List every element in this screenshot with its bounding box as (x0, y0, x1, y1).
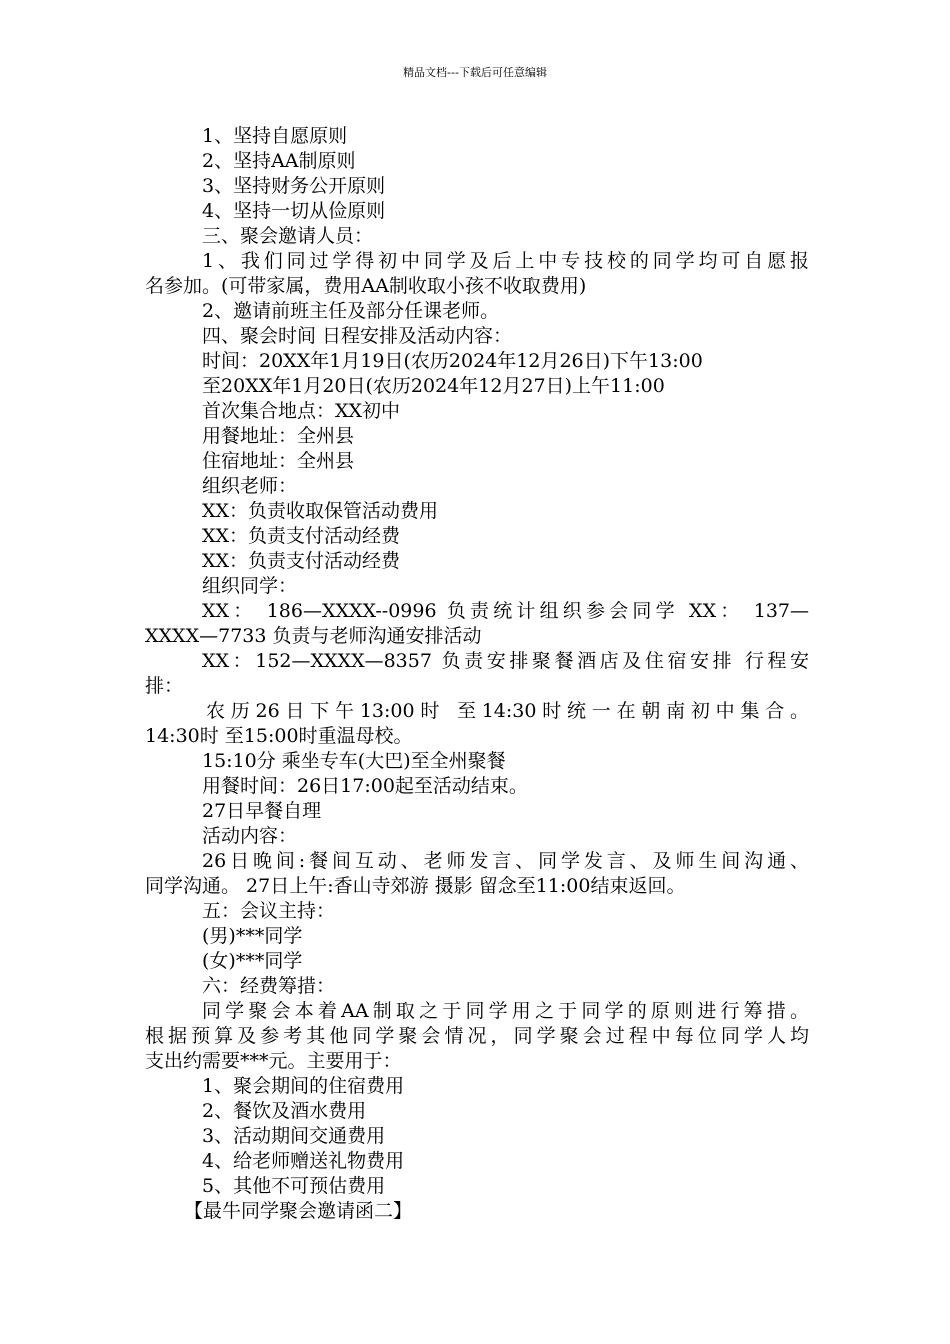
expense-item-2: 2、餐饮及酒水费用 (202, 1100, 367, 1122)
activity-content-1: 26日晚间:餐间互动、老师发言、同学发言、及师生间沟通、 (202, 850, 809, 872)
organizer-students-label: 组织同学： (202, 575, 298, 597)
organizer-student-line-4: 排： (145, 675, 184, 697)
principle-1: 1、坚持自愿原则 (202, 125, 348, 147)
section-heading-schedule: 四、聚会时间 日程安排及活动内容： (202, 325, 513, 347)
organizer-teacher-3: XX：负责支付活动经费 (202, 550, 401, 572)
expense-item-5: 5、其他不可预估费用 (202, 1175, 386, 1197)
invitee-item-2: 2、邀请前班主任及部分任课老师。 (202, 300, 500, 322)
principle-2: 2、坚持AA制原则 (202, 150, 356, 172)
section-heading-host: 五：会议主持： (202, 900, 336, 922)
section-heading-invitees: 三、聚会邀请人员： (202, 225, 374, 247)
page-header: 精品文档---下载后可任意编辑 (403, 66, 547, 79)
expense-item-3: 3、活动期间交通费用 (202, 1125, 386, 1147)
section-heading-funding: 六：经费筹措： (202, 975, 336, 997)
principle-3: 3、坚持财务公开原则 (202, 175, 386, 197)
lodging-address: 住宿地址：全州县 (202, 450, 355, 472)
organizer-teachers-label: 组织老师： (202, 475, 298, 497)
activity-content-label: 活动内容： (202, 825, 298, 847)
time-line-1: 时间：20XX年1月19日(农历2024年12月26日)下午13:00 (202, 350, 703, 372)
schedule-item-1: 农历26日下午13:00时 至14:30时统一在朝南初中集合。 (206, 700, 809, 722)
host-female: (女)***同学 (202, 950, 303, 972)
invitation-two-title: 【最牛同学聚会邀请函二】 (184, 1200, 413, 1222)
gathering-place: 首次集合地点：XX初中 (202, 400, 401, 422)
schedule-item-2: 15:10分 乘坐专车(大巴)至全州聚餐 (202, 750, 506, 772)
funding-paragraph-1: 同学聚会本着AA制取之于同学用之于同学的原则进行筹措。 (202, 1000, 809, 1022)
funding-paragraph-2: 根据预算及参考其他同学聚会情况，同学聚会过程中每位同学人均 (145, 1025, 809, 1047)
expense-item-1: 1、聚会期间的住宿费用 (202, 1075, 405, 1097)
schedule-item-3: 用餐时间：26日17:00起至活动结束。 (202, 775, 528, 797)
schedule-item-1-cont: 14:30时 至15:00时重温母校。 (145, 725, 413, 747)
invitee-item-1: 1、我们同过学得初中同学及后上中专技校的同学均可自愿报 (202, 250, 809, 272)
schedule-item-4: 27日早餐自理 (202, 800, 322, 822)
organizer-student-line-1: XX： 186—XXXX--0996 负责统计组织参会同学 XX： 137— (202, 600, 809, 622)
organizer-student-line-3: XX：152—XXXX—8357 负责安排聚餐酒店及住宿安排 行程安 (202, 650, 809, 672)
activity-content-2: 同学沟通。 27日上午:香山寺郊游 摄影 留念至11:00结束返回。 (145, 875, 686, 897)
principle-4: 4、坚持一切从俭原则 (202, 200, 386, 222)
time-line-2: 至20XX年1月20日(农历2024年12月27日)上午11:00 (202, 375, 665, 397)
dining-address: 用餐地址：全州县 (202, 425, 355, 447)
invitee-item-1-cont: 名参加。(可带家属，费用AA制收取小孩不收取费用) (145, 275, 587, 297)
host-male: (男)***同学 (202, 925, 303, 947)
organizer-teacher-2: XX：负责支付活动经费 (202, 525, 401, 547)
document-body (145, 124, 809, 1224)
funding-paragraph-3: 支出约需要***元。主要用于： (145, 1050, 402, 1072)
organizer-teacher-1: XX：负责收取保管活动费用 (202, 500, 439, 522)
expense-item-4: 4、给老师赠送礼物费用 (202, 1150, 405, 1172)
organizer-student-line-2: XXXX—7733 负责与老师沟通安排活动 (145, 625, 482, 647)
